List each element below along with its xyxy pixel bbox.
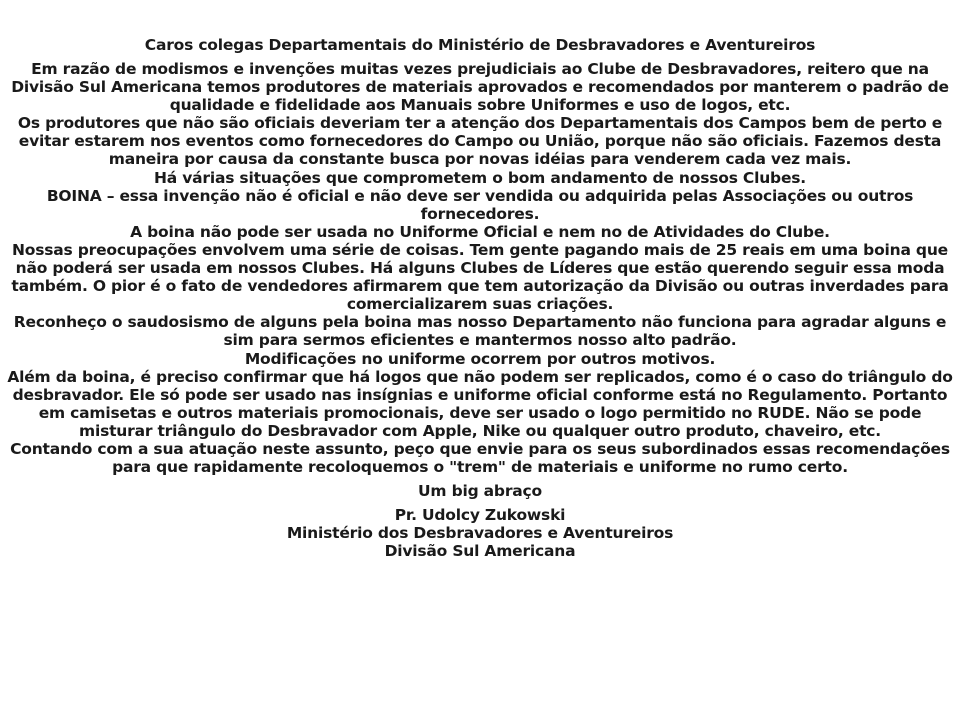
- paragraph-concerns: Nossas preocupações envolvem uma série de coisas. Tem gente pagando mais de 25 reais em uma boina que não poderá ser usada em nossos Clubes. Há alguns Clubes de Líderes que estão querendo seguir essa moda também. O pior é o fato de vendedores afirmarem que tem autorização da Divisão ou outras inverdades para comercializarem suas criações.: [11, 240, 949, 314]
- paragraph-boina: BOINA – essa invenção não é oficial e não deve ser vendida ou adquirida pelas Associações ou outros fornecedores.: [46, 186, 914, 223]
- signature-name: Pr. Udolcy Zukowski: [394, 506, 566, 525]
- paragraph-request: Contando com a sua atuação neste assunto, peço que envie para os seus subordinados essas recomendações para que rapidamente recoloquemos o "trem" de materiais e uniforme no rumo certo.: [10, 439, 950, 477]
- letter-closing: Um big abraço: [418, 482, 542, 501]
- paragraph-unofficial-producers: Os produtores que não são oficiais deveriam ter a atenção dos Departamentais dos Campos bem de perto e evitar estarem nos eventos como fornecedores do Campo ou União, porque não são oficiais. Fazemos desta maneira por causa da constante busca por novas idéias para venderem cada vez mais.: [17, 114, 943, 169]
- paragraph-logos: Além da boina, é preciso confirmar que há logos que não podem ser replicados, como é o caso do triângulo do desbravador. Ele só pode ser usado nas insígnias e uniforme oficial conforme está no Regulamento. Portanto em camisetas e outros materiais promocionais, deve ser usado o logo permitido no RUDE. Não se pode misturar triângulo do Desbravador com Apple, Nike ou qualquer outro produto, chaveiro, etc.: [7, 367, 953, 440]
- signature-block: [0, 506, 960, 560]
- paragraph-situations: Há várias situações que comprometem o bom andamento de nossos Clubes.: [154, 168, 806, 187]
- paragraph-boina-uniform: A boina não pode ser usada no Uniforme Oficial e nem no de Atividades do Clube.: [130, 222, 830, 241]
- paragraph-modifications: Modificações no uniforme ocorrem por outros motivos.: [244, 349, 716, 368]
- letter: [0, 36, 960, 560]
- letter-body: [0, 60, 960, 476]
- letter-title: Caros colegas Departamentais do Ministério de Desbravadores e Aventureiros: [144, 36, 816, 54]
- signature-division: Divisão Sul Americana: [384, 542, 576, 561]
- paragraph-intro: Em razão de modismos e invenções muitas vezes prejudiciais ao Clube de Desbravadores, reitero que na Divisão Sul Americana temos produtores de materiais aprovados e recomendados por manterem o padrão de qualidade e fidelidade aos Manuais sobre Uniformes e uso de logos, etc.: [11, 60, 949, 115]
- paragraph-nostalgia: Reconheço o saudosismo de alguns pela boina mas nosso Departamento não funciona para agradar alguns e sim para sermos eficientes e mantermos nosso alto padrão.: [13, 313, 947, 350]
- signature-ministry: Ministério dos Desbravadores e Aventureiros: [286, 524, 674, 543]
